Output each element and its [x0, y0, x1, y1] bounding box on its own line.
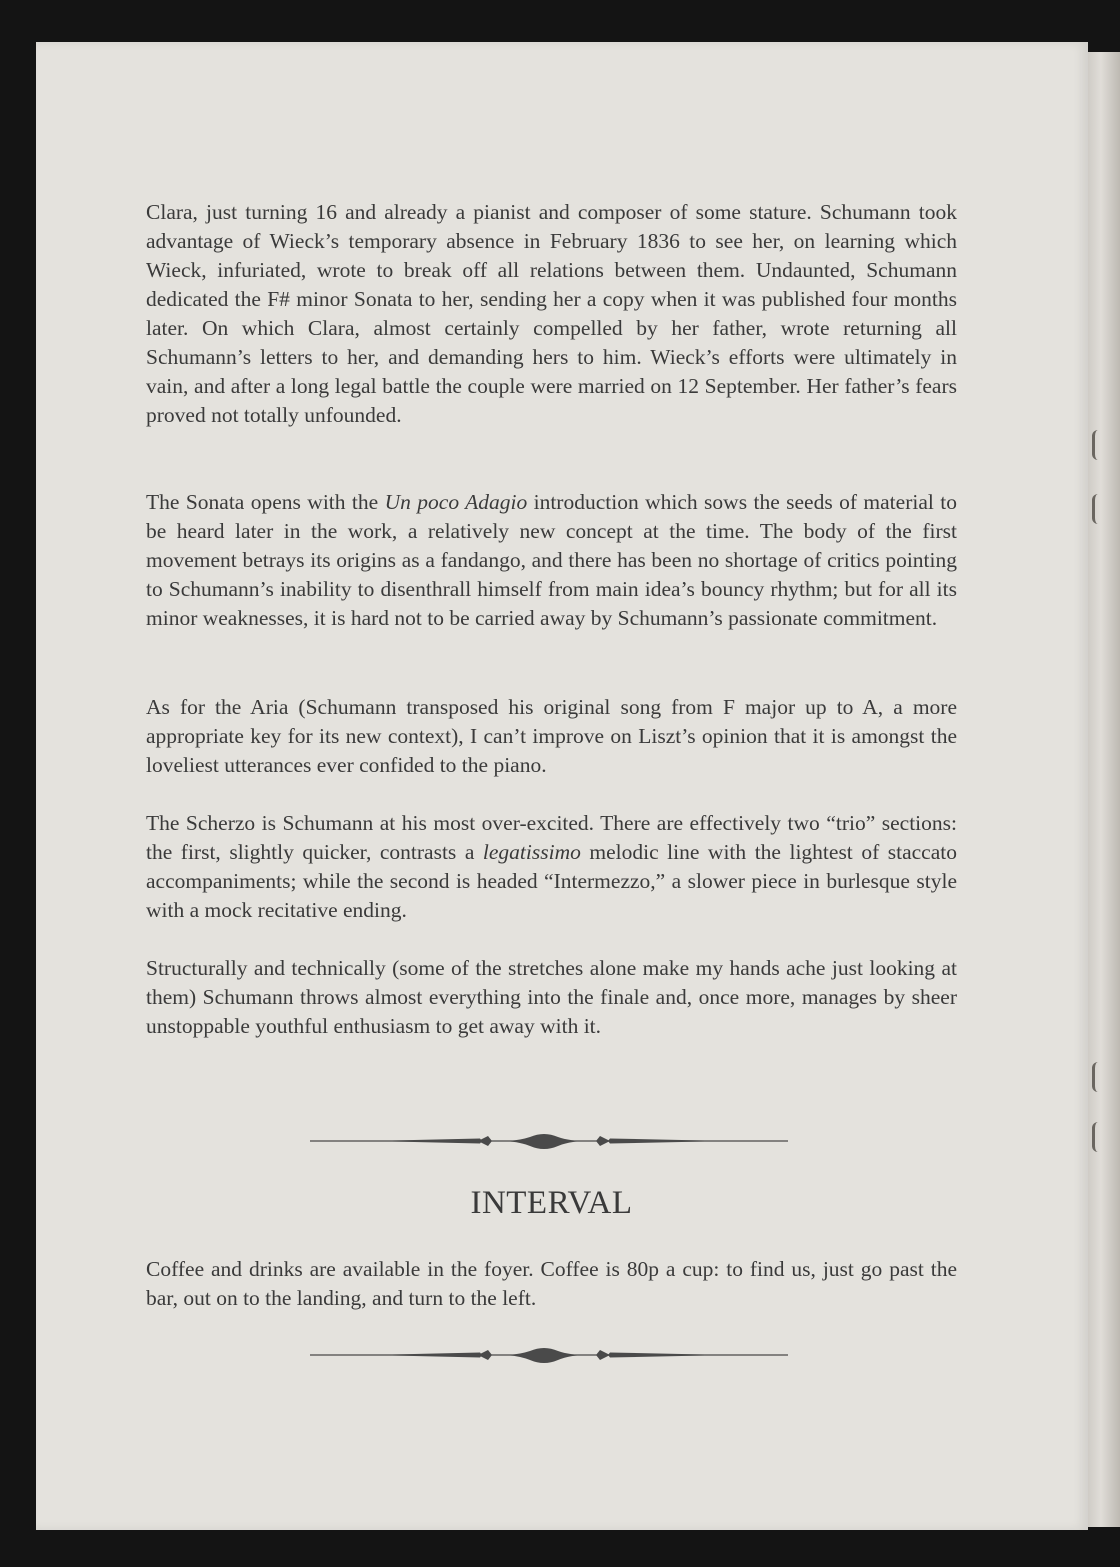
paragraph-text: As for the Aria (Schumann transposed his original song from F major up to A, a more appropriate key for its new context), I can’t improve on Liszt’s opinion that it is amongst the loveliest utterances ever confided to the piano.	[146, 695, 957, 777]
binding-staple	[1092, 430, 1103, 460]
paragraph-clara	[146, 198, 957, 430]
paragraph-text: Coffee and drinks are available in the foyer. Coffee is 80p a cup: to find us, just go past the bar, out on to the landing, and turn to the left.	[146, 1257, 957, 1310]
italic-term: legatissimo	[482, 840, 581, 864]
paragraph-sonata-opening	[146, 488, 957, 633]
paragraph-text: melodic line with the lightest of staccato accompaniments; while the second is headed “Intermezzo,” a slower piece in burlesque style with a mock recitative ending.	[146, 840, 957, 922]
next-page-edge	[1088, 52, 1120, 1527]
paragraph-finale	[146, 954, 957, 1041]
paragraph-aria	[146, 693, 957, 780]
italic-term: Un poco Adagio	[384, 490, 528, 514]
binding-staple	[1092, 1062, 1103, 1092]
paragraph-text: introduction which sows the seeds of material to be heard later in the work, a relatively new concept at the time. The body of the first movement betrays its origins as a fandango, and there has been no shortage of critics pointing to Schumann’s inability to disenthrall himself from main idea’s bouncy rhythm; but for all its minor weaknesses, it is hard not to be carried away by Schumann’s passionate commitment.	[146, 490, 957, 630]
paragraph-text: The Sonata opens with the	[146, 490, 385, 514]
binding-staple	[1092, 494, 1103, 524]
paragraph-text: Clara, just turning 16 and already a pianist and composer of some stature. Schumann took advantage of Wieck’s temporary absence in February 1836 to see her, on learning which Wieck, infuriated, wrote to break off all relations between them. Undaunted, Schumann dedicated the F# minor Sonata to her, sending her a copy when it was published four months later. On which Clara, almost certainly compelled by her father, wrote returning all Schumann’s letters to her, and demanding hers to him. Wieck’s efforts were ultimately in vain, and after a long legal battle the couple were married on 12 September. Her father’s fears proved not totally unfounded.	[146, 200, 957, 427]
interval-heading: INTERVAL	[470, 1185, 633, 1221]
binding-staple	[1092, 1122, 1103, 1152]
paragraph-text: Structurally and technically (some of the stretches alone make my hands ache just looking at them) Schumann throws almost everything into the finale and, once more, manages by sheer unstoppable youthful enthusiasm to get away with it.	[146, 956, 957, 1038]
paragraph-text: The Scherzo is Schumann at his most over-excited. There are effectively two “trio” sections: the first, slightly quicker, contrasts a	[146, 811, 957, 864]
paragraph-scherzo	[146, 809, 957, 925]
ornamental-rule-icon	[310, 1342, 788, 1368]
interval-notice	[146, 1255, 957, 1313]
ornamental-rule-icon	[310, 1128, 788, 1154]
